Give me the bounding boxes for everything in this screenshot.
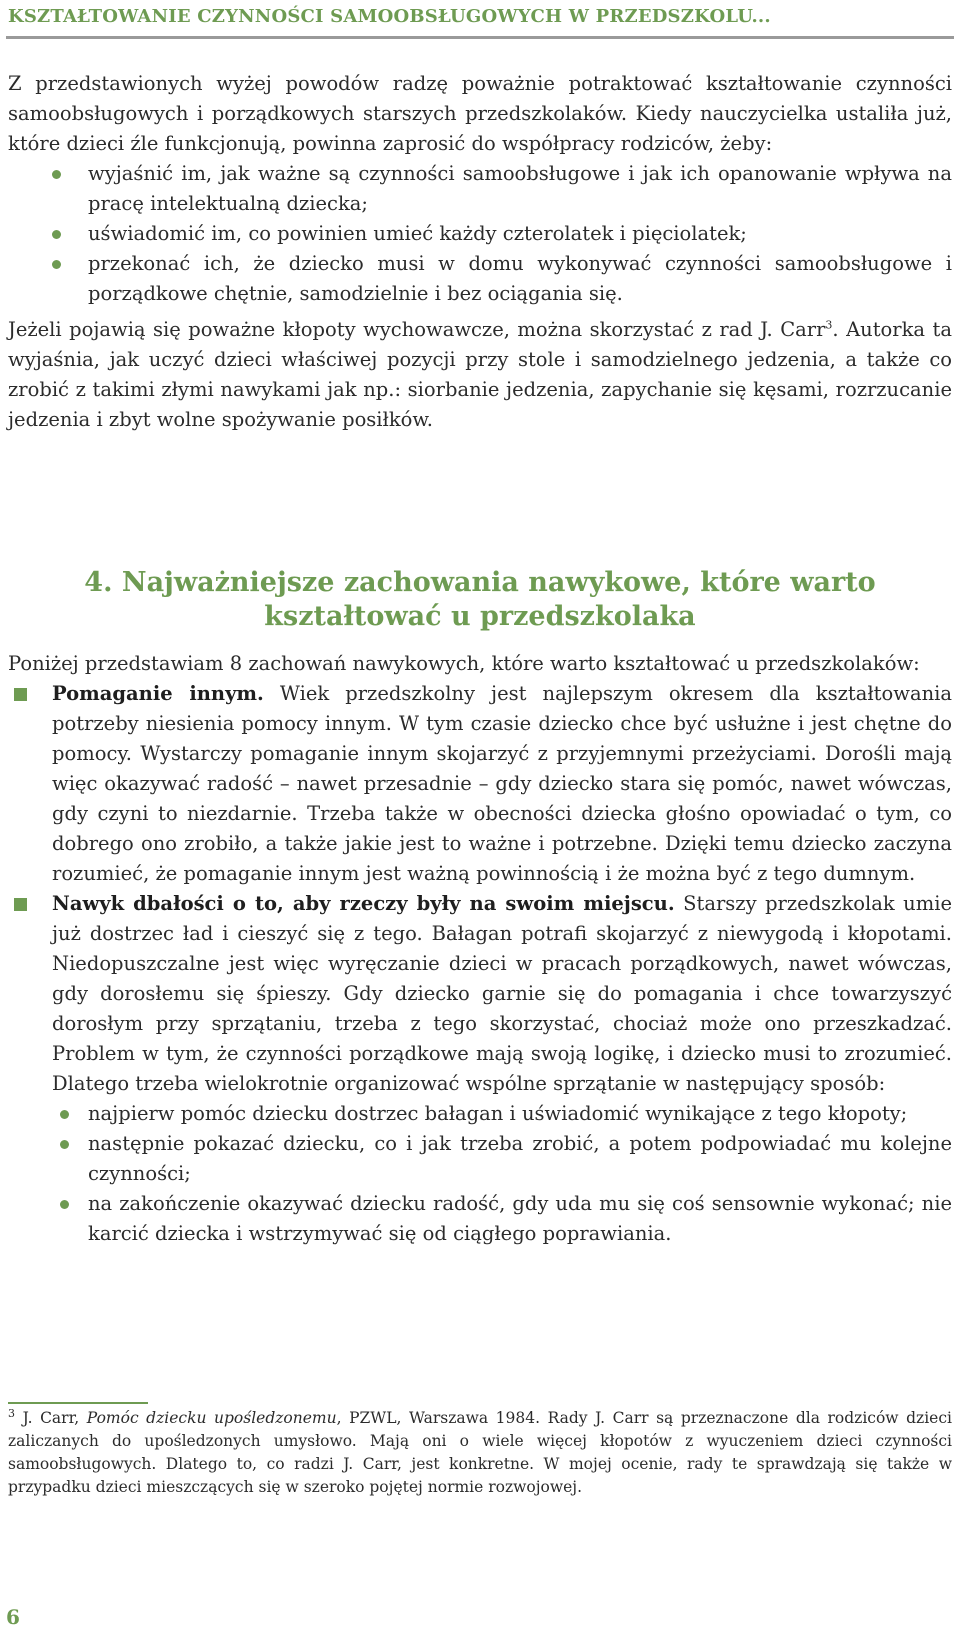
list-item: [8, 219, 952, 249]
section-intro: Poniżej przedstawiam 8 zachowań nawykowych, które warto kształtować u przedszkolaków:: [8, 652, 920, 675]
carr-paragraph-continuation: . Autorka ta wyjaśnia, jak uczyć dzieci właściwej pozycji przy stole i samodzielnego jedzenia, a także co zrobić z takimi złymi nawykami jak np.: siorbanie jedzenia, zapychanie się kęsami, rozrzucanie jedzenia i zbyt wolne spożywanie posiłków.: [8, 318, 952, 431]
footnote-reference[interactable]: 3: [825, 318, 833, 332]
bullet-dot-icon: [60, 1110, 69, 1119]
intro-paragraph: Z przedstawionych wyżej powodów radzę poważnie potraktować kształtowanie czynności samoobsługowych i porządkowych starszych przedszkolaków. Kiedy nauczycielka ustaliła już, które dzieci źle funkcjonują, powinna zaprosić do współpracy rodziców, żeby:: [8, 72, 952, 155]
habit-item: [8, 679, 952, 889]
square-bullet-icon: [14, 898, 27, 911]
header-divider: [6, 36, 954, 39]
bullet-dot-icon: [60, 1200, 69, 1209]
list-item: [8, 249, 952, 309]
footnote-author: J. Carr,: [15, 1409, 87, 1427]
cleanup-steps-list: [16, 1099, 952, 1249]
list-item: [16, 1129, 952, 1189]
bullet-dot-icon: [52, 260, 61, 269]
habits-list: [8, 679, 952, 1099]
habit-lead: Nawyk dbałości o to, aby rzeczy były na swoim miejscu.: [52, 892, 675, 915]
page-number: 6: [6, 1605, 20, 1629]
square-bullet-icon: [14, 688, 27, 701]
list-item: [16, 1099, 952, 1129]
footnote-text: , PZWL, Warszawa 1984. Rady J. Carr są przeznaczone dla rodziców dzieci zaliczanych do upośledzonych umysłowo. Mają oni o wiele więcej kłopotów z wyuczeniem dzieci czynności samoobsługowych. Dlatego to, co radzi J. Carr, jest konkretne. W mojej ocenie, rady te sprawdzają się także w przypadku dzieci mieszczących się w szeroko pojętej normie rozwojowej.: [8, 1409, 952, 1496]
section-title-line-1: 4. Najważniejsze zachowania nawykowe, które warto: [84, 567, 876, 598]
list-item: [16, 1189, 952, 1249]
list-item-text: następnie pokazać dziecku, co i jak trzeba zrobić, a potem podpowiadać mu kolejne czynności;: [88, 1132, 952, 1185]
list-item-text: uświadomić im, co powinien umieć każdy czterolatek i pięciolatek;: [88, 222, 747, 245]
footnote-number: 3: [8, 1406, 15, 1420]
intro-section: [8, 69, 952, 435]
section-title: [0, 566, 960, 634]
bullet-dot-icon: [52, 230, 61, 239]
list-item-text: wyjaśnić im, jak ważne są czynności samoobsługowe i jak ich opanowanie wpływa na pracę intelektualną dziecka;: [88, 162, 952, 215]
bullet-dot-icon: [52, 170, 61, 179]
footnote-book-title: Pomóc dziecku upośledzonemu: [86, 1409, 337, 1427]
running-header: KSZTAŁTOWANIE CZYNNOŚCI SAMOOBSŁUGOWYCH W PRZEDSZKOLU...: [8, 6, 771, 27]
list-item-text: przekonać ich, że dziecko musi w domu wykonywać czynności samoobsługowe i porządkowe chętnie, samodzielnie i bez ociągania się.: [88, 252, 952, 305]
habit-text: Starszy przedszkolak umie już dostrzec ład i cieszyć się z tego. Bałagan potrafi skojarzyć z niewygodą i kłopotami. Niedopuszczalne jest więc wyręczanie dzieci w pracach porządkowych, nawet wówczas, gdy dorosłemu się śpieszy. Gdy dziecko garnie się do pomagania i chce towarzyszyć dorosłym przy sprzątaniu, trzeba z tego skorzystać, chociaż może ono przeszkadzać. Problem w tym, że czynności porządkowe mają swoją logikę, i dziecko musi to zrozumieć. Dlatego trzeba wielokrotnie organizować wspólne sprzątanie w następujący sposób:: [52, 892, 953, 1095]
habit-text: Wiek przedszkolny jest najlepszym okresem dla kształtowania potrzeby niesienia pomocy innym. W tym czasie dziecko chce być usłużne i jest chętne do pomocy. Wystarczy pomaganie innym skojarzyć z przyjemnymi przeżyciami. Dorośli mają więc okazywać radość – nawet przesadnie – gdy dziecko stara się pomóc, nawet wówczas, gdy czyni to niezdarnie. Trzeba także w obecności dziecka głośno opowiadać o tym, co dobrego ono zrobiło, a także jakie jest to ważne i potrzebne. Dzięki temu dziecko zaczyna rozumieć, że pomaganie innym jest ważną powinnością i że można być z tego dumnym.: [52, 682, 952, 885]
list-item-text: na zakończenie okazywać dziecku radość, gdy uda mu się coś sensownie wykonać; nie karcić dziecka i wstrzymywać się od ciągłego poprawiania.: [88, 1192, 952, 1245]
carr-paragraph: [8, 315, 952, 435]
footnote-divider: [8, 1402, 148, 1404]
list-item-text: najpierw pomóc dziecku dostrzec bałagan i uświadomić wynikające z tego kłopoty;: [88, 1102, 908, 1125]
habit-item: [8, 889, 952, 1099]
habit-lead: Pomaganie innym.: [52, 682, 264, 705]
footnote: [8, 1407, 952, 1499]
bullet-dot-icon: [60, 1140, 69, 1149]
parent-goals-list: [8, 159, 952, 309]
habits-section: [8, 649, 952, 1249]
carr-paragraph-text: Jeżeli pojawią się poważne kłopoty wychowawcze, można skorzystać z rad J. Carr: [8, 318, 826, 341]
section-title-line-2: kształtować u przedszkolaka: [264, 601, 696, 632]
list-item: [8, 159, 952, 219]
